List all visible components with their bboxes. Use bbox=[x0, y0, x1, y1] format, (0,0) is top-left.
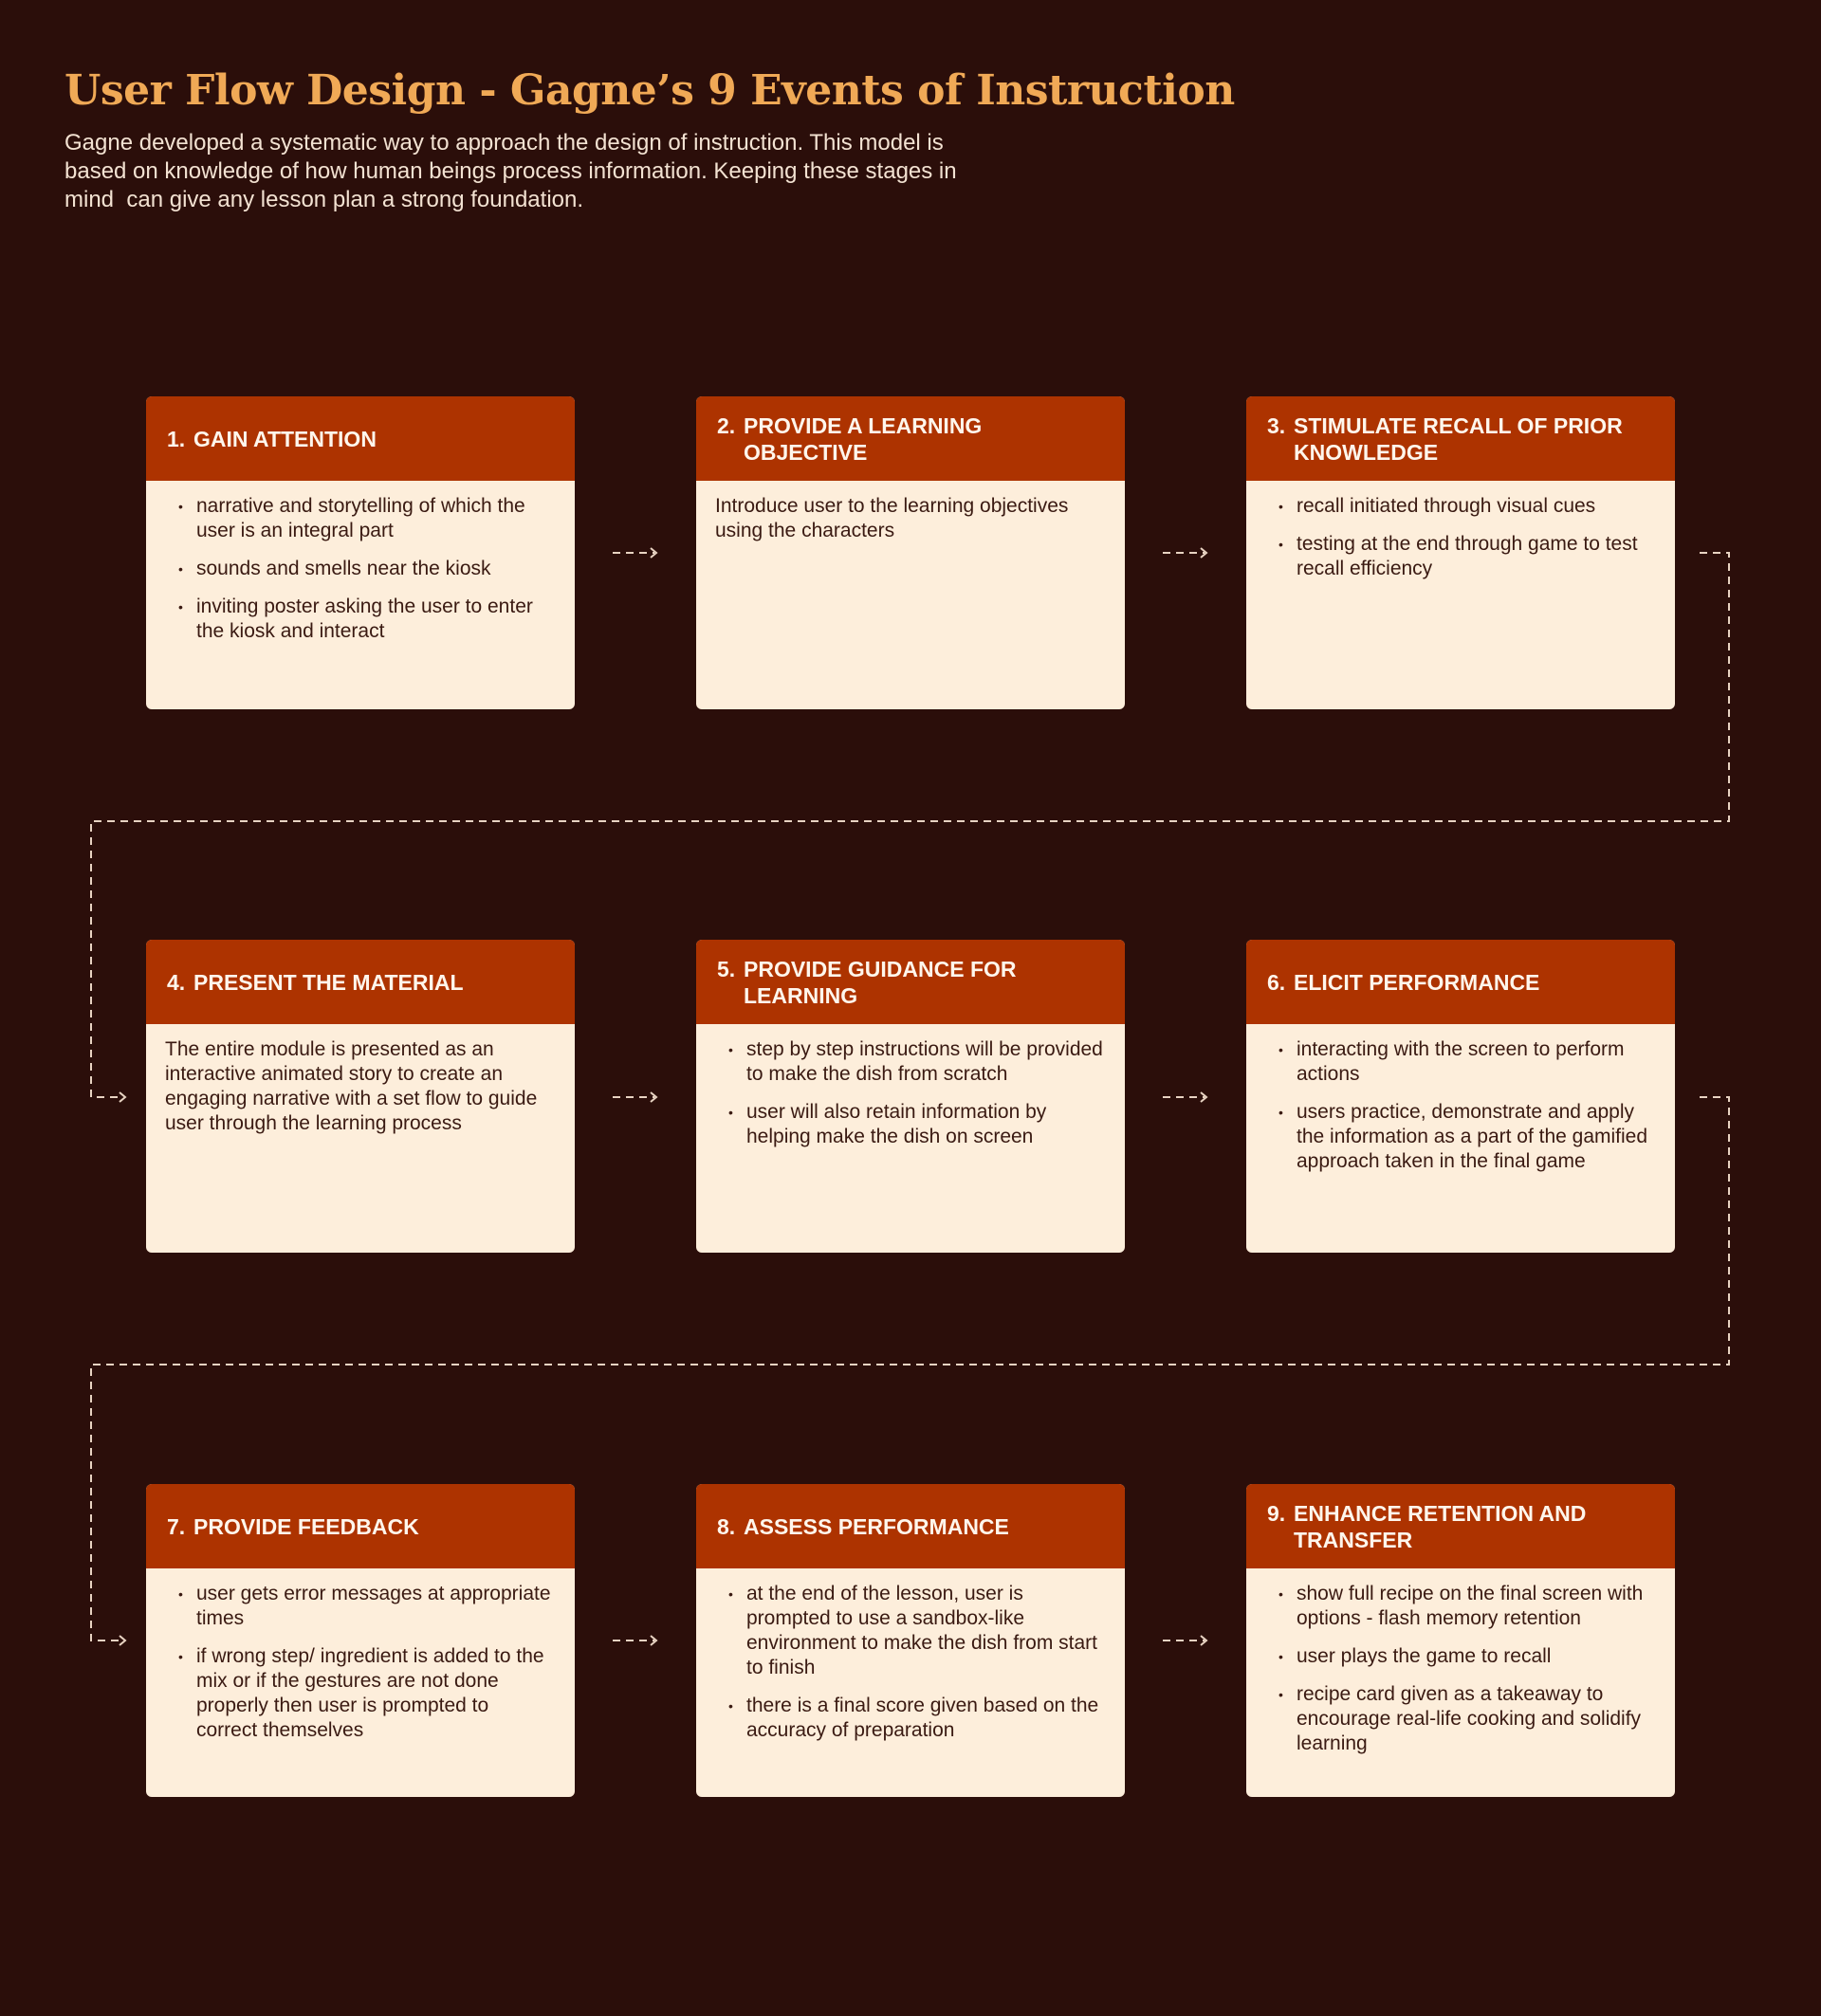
list-item bbox=[715, 1582, 1104, 1680]
step-card-header bbox=[696, 396, 1125, 481]
step-card-title bbox=[167, 426, 377, 452]
step-bullet-list bbox=[165, 494, 554, 644]
step-card-8 bbox=[696, 1484, 1125, 1797]
bullet-text: sounds and smells near the kiosk bbox=[196, 558, 491, 579]
step-card-title bbox=[167, 1513, 419, 1540]
step-card-header bbox=[696, 940, 1125, 1024]
step-number: 9. bbox=[1267, 1500, 1286, 1526]
list-item bbox=[1265, 1582, 1654, 1631]
bullet-text: show full recipe on the final screen with options - flash memory retention bbox=[1297, 1583, 1644, 1629]
step-card-header bbox=[146, 396, 575, 481]
bullet-text: there is a final score given based on the accuracy of preparation bbox=[746, 1695, 1099, 1741]
step-card-9 bbox=[1246, 1484, 1675, 1797]
list-item bbox=[165, 494, 554, 543]
list-item bbox=[165, 1582, 554, 1631]
list-item bbox=[1265, 1037, 1654, 1087]
bullet-icon: • bbox=[1278, 499, 1283, 514]
step-description: Introduce user to the learning objectives using the characters bbox=[715, 495, 1069, 541]
bullet-text: users practice, demonstrate and apply the information as a part of the gamified approach taken in the final game bbox=[1297, 1101, 1648, 1172]
list-item bbox=[1265, 1100, 1654, 1174]
step-card-body bbox=[696, 1568, 1125, 1743]
step-number: 1. bbox=[167, 426, 186, 451]
list-item bbox=[1265, 494, 1654, 519]
step-card-body bbox=[696, 1024, 1125, 1149]
bullet-icon: • bbox=[728, 1586, 733, 1602]
bullet-icon: • bbox=[728, 1042, 733, 1057]
step-number: 7. bbox=[167, 1513, 186, 1539]
bullet-text: step by step instructions will be provided to make the dish from scratch bbox=[746, 1038, 1103, 1085]
step-title: ASSESS PERFORMANCE bbox=[744, 1513, 1009, 1539]
arrow-4-to-5 bbox=[613, 1092, 656, 1102]
step-card-title bbox=[1267, 412, 1654, 466]
list-item bbox=[165, 1644, 554, 1743]
step-title: PRESENT THE MATERIAL bbox=[193, 969, 464, 995]
bullet-icon: • bbox=[1278, 537, 1283, 552]
step-card-body bbox=[146, 1568, 575, 1743]
step-card-title bbox=[717, 412, 1104, 466]
step-card-body bbox=[1246, 1568, 1675, 1756]
bullet-icon: • bbox=[178, 1649, 183, 1664]
bullet-icon: • bbox=[178, 499, 183, 514]
page-title: User Flow Design - Gagne’s 9 Events of Instruction bbox=[64, 66, 1235, 115]
step-card-title bbox=[717, 956, 1104, 1009]
step-number: 3. bbox=[1267, 412, 1286, 438]
step-title: PROVIDE FEEDBACK bbox=[193, 1513, 419, 1539]
list-item bbox=[715, 1037, 1104, 1087]
bullet-text: user plays the game to recall bbox=[1297, 1645, 1552, 1667]
bullet-icon: • bbox=[178, 561, 183, 577]
step-card-title bbox=[717, 1513, 1009, 1540]
bullet-text: if wrong step/ ingredient is added to the mix or if the gestures are not done properly then user is prompted to correct themselves bbox=[196, 1645, 544, 1741]
bullet-icon: • bbox=[728, 1698, 733, 1714]
arrow-1-to-2 bbox=[613, 548, 656, 558]
step-title: ELICIT PERFORMANCE bbox=[1294, 969, 1540, 995]
step-card-header bbox=[1246, 1484, 1675, 1568]
list-item bbox=[1265, 1644, 1654, 1669]
step-bullet-list bbox=[1265, 1037, 1654, 1174]
step-card-header bbox=[1246, 940, 1675, 1024]
list-item bbox=[1265, 532, 1654, 581]
step-card-header bbox=[146, 1484, 575, 1568]
bullet-icon: • bbox=[178, 599, 183, 614]
bullet-text: narrative and storytelling of which the user is an integral part bbox=[196, 495, 525, 541]
step-card-2 bbox=[696, 396, 1125, 709]
list-item bbox=[1265, 1682, 1654, 1756]
step-card-title bbox=[1267, 969, 1539, 996]
bullet-text: recipe card given as a takeaway to encourage real-life cooking and solidify learning bbox=[1297, 1683, 1642, 1754]
bullet-icon: • bbox=[728, 1105, 733, 1120]
step-number: 4. bbox=[167, 969, 186, 995]
step-bullet-list bbox=[715, 1037, 1104, 1149]
bullet-icon: • bbox=[1278, 1105, 1283, 1120]
bullet-text: user gets error messages at appropriate times bbox=[196, 1583, 551, 1629]
step-card-title bbox=[167, 969, 464, 996]
step-card-header bbox=[146, 940, 575, 1024]
step-number: 6. bbox=[1267, 969, 1286, 995]
step-title: PROVIDE A LEARNING OBJECTIVE bbox=[744, 412, 983, 465]
step-card-5 bbox=[696, 940, 1125, 1253]
step-bullet-list bbox=[1265, 1582, 1654, 1756]
list-item bbox=[715, 1694, 1104, 1743]
step-card-header bbox=[1246, 396, 1675, 481]
page-intro: Gagne developed a systematic way to approach the design of instruction. This model is based on knowledge of how human beings process information. Keeping these stages in mind can give any lesson plan a strong foundation. bbox=[64, 130, 957, 212]
step-card-6 bbox=[1246, 940, 1675, 1253]
step-card-body bbox=[1246, 481, 1675, 581]
bullet-text: interacting with the screen to perform actions bbox=[1297, 1038, 1625, 1085]
step-card-body bbox=[1246, 1024, 1675, 1174]
step-bullet-list bbox=[165, 1582, 554, 1743]
step-card-3 bbox=[1246, 396, 1675, 709]
step-title: GAIN ATTENTION bbox=[193, 426, 377, 451]
step-title: STIMULATE RECALL OF PRIOR KNOWLEDGE bbox=[1294, 412, 1623, 465]
step-title: PROVIDE GUIDANCE FOR LEARNING bbox=[744, 956, 1017, 1008]
list-item bbox=[165, 595, 554, 644]
step-number: 8. bbox=[717, 1513, 736, 1539]
step-card-body bbox=[146, 1024, 575, 1136]
step-card-title bbox=[1267, 1500, 1654, 1553]
arrow-5-to-6 bbox=[1163, 1092, 1206, 1102]
bullet-icon: • bbox=[1278, 1687, 1283, 1702]
arrow-7-to-8 bbox=[613, 1636, 656, 1645]
step-description: The entire module is presented as an interactive animated story to create an engaging narrative with a set flow to guide user through the learning process bbox=[165, 1038, 538, 1134]
bullet-icon: • bbox=[178, 1586, 183, 1602]
arrow-2-to-3 bbox=[1163, 548, 1206, 558]
bullet-text: at the end of the lesson, user is prompted to use a sandbox-like environment to make the dish from start to finish bbox=[746, 1583, 1097, 1678]
bullet-text: testing at the end through game to test recall efficiency bbox=[1297, 533, 1638, 579]
list-item bbox=[715, 1100, 1104, 1149]
step-card-4 bbox=[146, 940, 575, 1253]
list-item bbox=[165, 557, 554, 581]
step-card-body bbox=[146, 481, 575, 644]
step-bullet-list bbox=[1265, 494, 1654, 581]
bullet-text: recall initiated through visual cues bbox=[1297, 495, 1596, 517]
step-card-1 bbox=[146, 396, 575, 709]
step-title: ENHANCE RETENTION AND TRANSFER bbox=[1294, 1500, 1587, 1552]
bullet-text: inviting poster asking the user to enter the kiosk and interact bbox=[196, 596, 533, 642]
arrow-8-to-9 bbox=[1163, 1636, 1206, 1645]
bullet-icon: • bbox=[1278, 1586, 1283, 1602]
step-card-body bbox=[696, 481, 1125, 543]
step-number: 2. bbox=[717, 412, 736, 438]
step-bullet-list bbox=[715, 1582, 1104, 1743]
step-card-header bbox=[696, 1484, 1125, 1568]
step-card-7 bbox=[146, 1484, 575, 1797]
bullet-icon: • bbox=[1278, 1042, 1283, 1057]
bullet-text: user will also retain information by helping make the dish on screen bbox=[746, 1101, 1047, 1147]
step-number: 5. bbox=[717, 956, 736, 981]
bullet-icon: • bbox=[1278, 1649, 1283, 1664]
